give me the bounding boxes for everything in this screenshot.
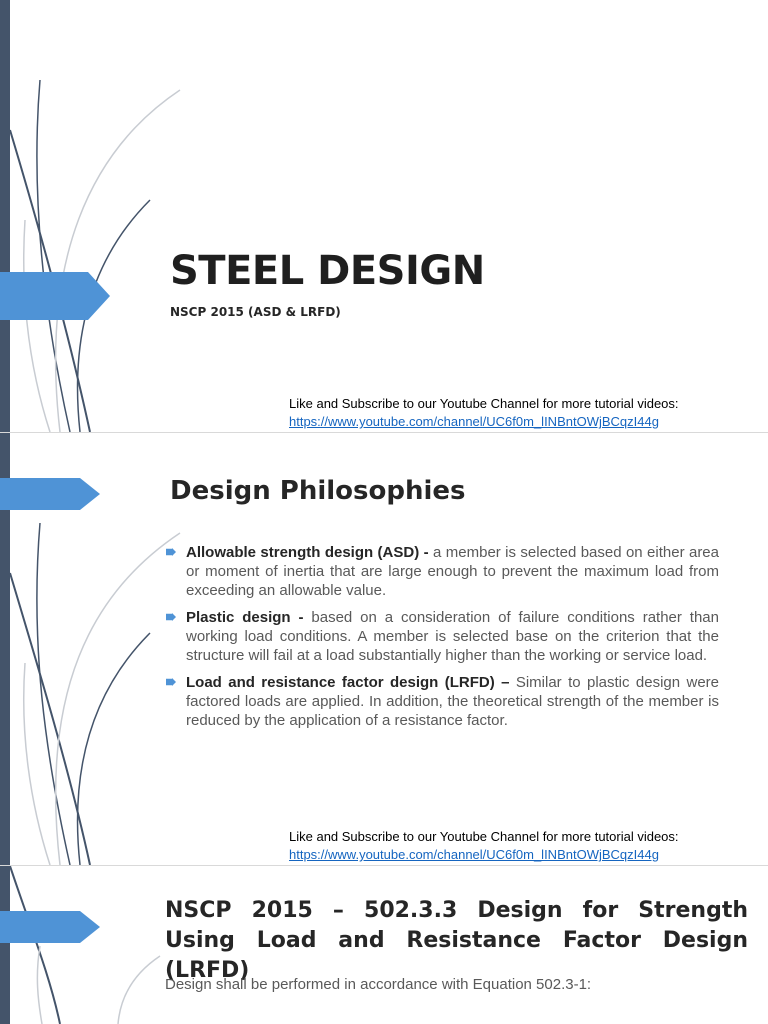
slide-body-text: Design shall be performed in accordance with Equation 502.3-1: [165,976,592,993]
list-item [166,673,719,730]
subscribe-text: Like and Subscribe to our Youtube Channel for more tutorial videos: [289,829,679,844]
description: Similar to plastic design were factored loads are applied. In addition, the theoretical strength of the member is reduced by the application of a resistance factor. [186,674,719,729]
term: Plastic design - [186,609,304,626]
decorative-curves [0,0,200,432]
arrow-bullet-icon [166,678,176,686]
accent-arrow [0,478,100,510]
slide-title-text: NSCP 2015 – 502.3.3 Design for Strength Using Load and Resistance Factor Design (LRFD) [165,898,748,983]
youtube-link[interactable]: https://www.youtube.com/channel/UC6f0m_lINBntOWjBCqzI44g [289,847,659,862]
list-item [166,608,719,665]
accent-arrow [0,272,110,320]
slide-title-text: Design Philosophies [170,476,466,506]
description: a member is selected based on either area or moment of inertia that are large enough to prevent the maximum load from exceeding an allowable value. [186,544,719,599]
arrow-bullet-icon [166,548,176,556]
slide-subtitle: NSCP 2015 (ASD & LRFD) [170,305,341,319]
subscribe-block [289,828,679,864]
slide-title [0,0,768,432]
subscribe-text: Like and Subscribe to our Youtube Channel for more tutorial videos: [289,396,679,411]
subscribe-block [289,395,679,431]
description: based on a consideration of failure conditions rather than working load conditions. A member is selected base on the criterion that the structure will fail at a load substantially higher than the working or service load. [186,609,719,664]
list-item [166,543,719,600]
term: Allowable strength design (ASD) - [186,544,429,561]
youtube-link[interactable]: https://www.youtube.com/channel/UC6f0m_lINBntOWjBCqzI44g [289,414,659,429]
arrow-bullet-icon [166,613,176,621]
slide-title-text: STEEL DESIGN [170,248,485,294]
philosophy-list [166,543,719,738]
accent-arrow [0,911,100,943]
term: Load and resistance factor design (LRFD) – [186,674,510,691]
